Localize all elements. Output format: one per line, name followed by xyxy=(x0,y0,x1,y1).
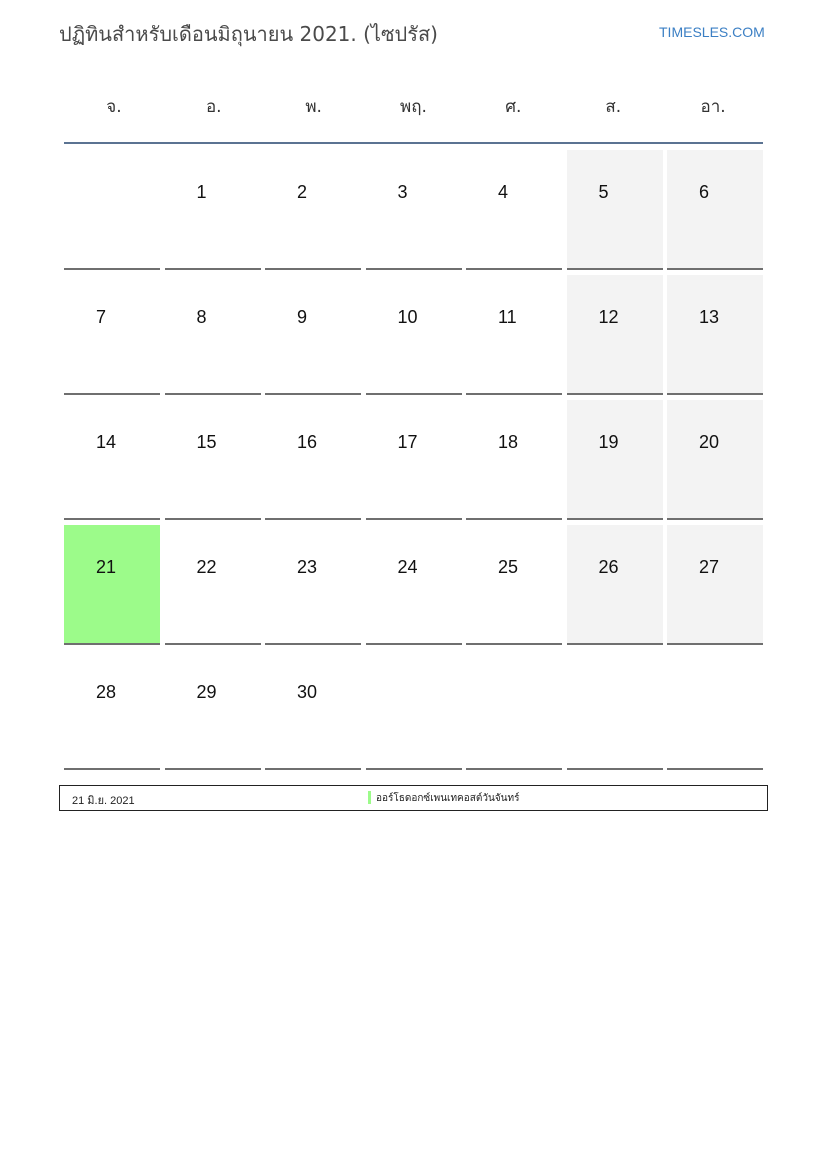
calendar-day-15[interactable] xyxy=(165,400,261,520)
day-number: 4 xyxy=(498,182,509,202)
calendar-grid xyxy=(64,150,763,770)
calendar-day-21[interactable] xyxy=(64,525,160,645)
day-number: 15 xyxy=(196,432,217,452)
day-number: 1 xyxy=(196,182,207,202)
weekday-sat: ส. xyxy=(605,97,622,117)
holiday-list xyxy=(59,785,768,811)
weekday-wed: พ. xyxy=(305,97,322,117)
weekday-tue: อ. xyxy=(205,97,222,117)
calendar-day-3[interactable] xyxy=(366,150,462,270)
calendar-day-24[interactable] xyxy=(366,525,462,645)
day-number: 26 xyxy=(598,557,619,577)
day-number: 29 xyxy=(196,682,217,702)
weekday-thu: พฤ. xyxy=(400,97,427,117)
calendar-day-14[interactable] xyxy=(64,400,160,520)
calendar-day-11[interactable] xyxy=(466,275,562,395)
day-number: 17 xyxy=(397,432,418,452)
calendar-day-empty xyxy=(64,150,160,270)
calendar-day-17[interactable] xyxy=(366,400,462,520)
day-number: 18 xyxy=(498,432,519,452)
day-number: 2 xyxy=(297,182,308,202)
header-divider xyxy=(64,142,763,144)
day-number: 9 xyxy=(297,307,308,327)
calendar-day-2[interactable] xyxy=(265,150,361,270)
weekday-fri: ศ. xyxy=(505,97,522,117)
day-number: 6 xyxy=(699,182,710,202)
day-number: 14 xyxy=(96,432,117,452)
calendar-day-30[interactable] xyxy=(265,650,361,770)
page-title: ปฏิทินสำหรับเดือนมิถุนายน 2021. (ไซปรัส) xyxy=(59,22,438,46)
day-number: 30 xyxy=(297,682,318,702)
day-number: 25 xyxy=(498,557,519,577)
holiday-date: 21 มิ.ย. 2021 xyxy=(72,795,135,807)
calendar-day-29[interactable] xyxy=(165,650,261,770)
day-number: 23 xyxy=(297,557,318,577)
holiday-name: ออร์โธดอกซ์เพนเทคอสต์วันจันทร์ xyxy=(376,793,520,804)
holiday-color-marker xyxy=(368,791,371,804)
day-number: 19 xyxy=(598,432,619,452)
calendar-day-7[interactable] xyxy=(64,275,160,395)
day-number: 5 xyxy=(598,182,609,202)
calendar-day-4[interactable] xyxy=(466,150,562,270)
calendar-day-27[interactable] xyxy=(667,525,763,645)
day-number: 11 xyxy=(498,307,517,327)
day-number: 3 xyxy=(397,182,408,202)
day-number: 10 xyxy=(397,307,418,327)
weekday-sun: อา. xyxy=(700,97,726,117)
calendar-day-1[interactable] xyxy=(165,150,261,270)
day-number: 20 xyxy=(699,432,720,452)
calendar-day-22[interactable] xyxy=(165,525,261,645)
calendar-day-empty xyxy=(667,650,763,770)
day-number: 28 xyxy=(96,682,117,702)
weekday-mon: จ. xyxy=(106,97,122,117)
calendar-day-13[interactable] xyxy=(667,275,763,395)
day-number: 22 xyxy=(196,557,217,577)
day-number: 24 xyxy=(397,557,418,577)
weekday-header xyxy=(64,80,763,144)
calendar-day-18[interactable] xyxy=(466,400,562,520)
brand-link[interactable]: TIMESLES.COM xyxy=(659,24,765,40)
calendar-day-empty xyxy=(567,650,663,770)
calendar-day-5[interactable] xyxy=(567,150,663,270)
calendar-day-empty xyxy=(366,650,462,770)
calendar-day-16[interactable] xyxy=(265,400,361,520)
calendar-day-23[interactable] xyxy=(265,525,361,645)
day-number: 12 xyxy=(598,307,619,327)
day-number: 13 xyxy=(699,307,720,327)
calendar-day-25[interactable] xyxy=(466,525,562,645)
day-number: 8 xyxy=(196,307,207,327)
day-number: 21 xyxy=(96,557,117,577)
calendar-day-6[interactable] xyxy=(667,150,763,270)
day-number: 27 xyxy=(699,557,720,577)
calendar-day-12[interactable] xyxy=(567,275,663,395)
calendar-day-10[interactable] xyxy=(366,275,462,395)
calendar-day-8[interactable] xyxy=(165,275,261,395)
calendar-day-20[interactable] xyxy=(667,400,763,520)
day-number: 16 xyxy=(297,432,318,452)
calendar-day-28[interactable] xyxy=(64,650,160,770)
day-number: 7 xyxy=(96,307,107,327)
calendar-day-19[interactable] xyxy=(567,400,663,520)
calendar-day-empty xyxy=(466,650,562,770)
calendar-day-26[interactable] xyxy=(567,525,663,645)
calendar-day-9[interactable] xyxy=(265,275,361,395)
